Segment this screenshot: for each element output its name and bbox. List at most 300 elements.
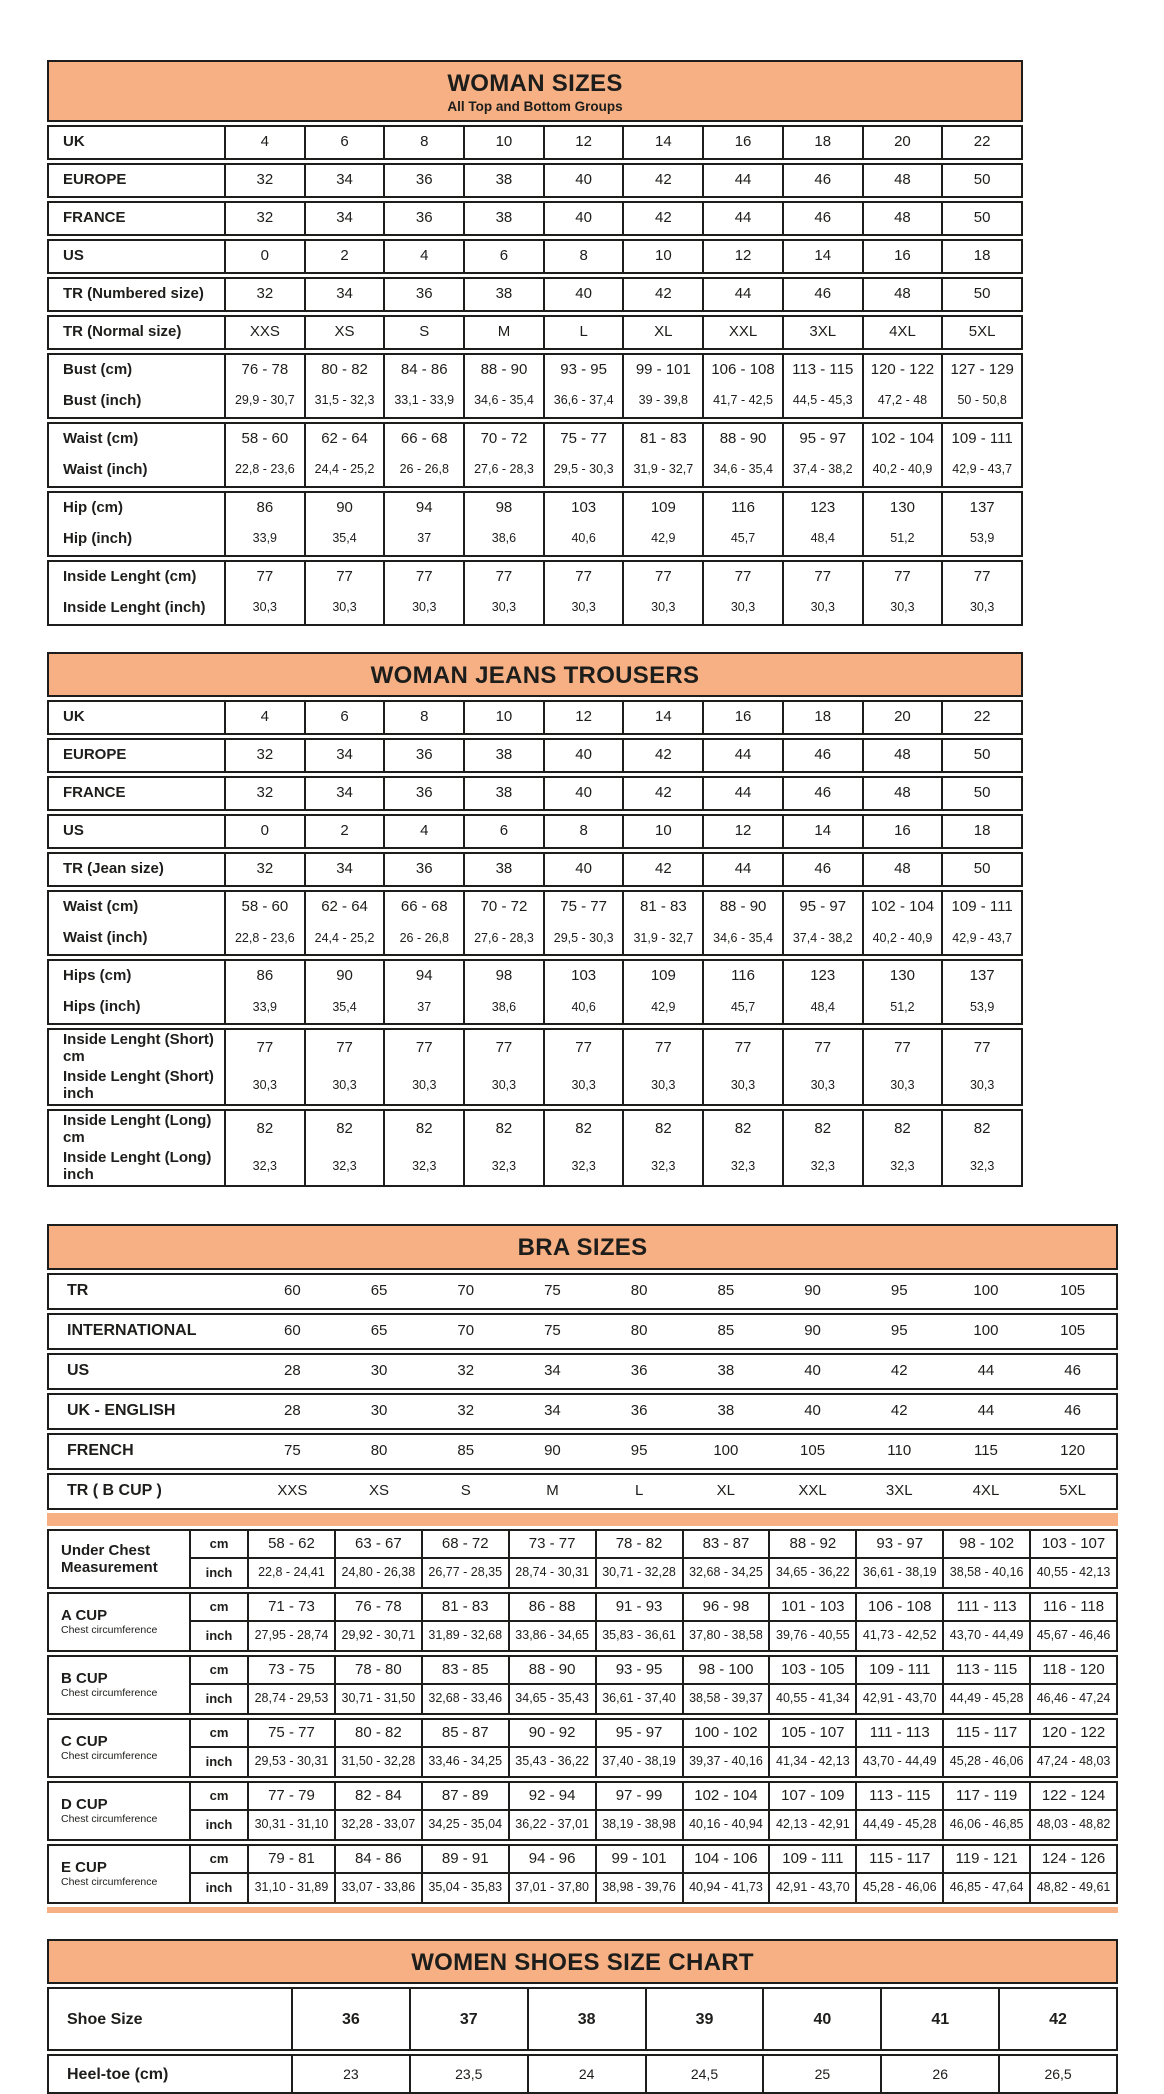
table-cell: 37 (383, 524, 463, 555)
table-cell: 28 (284, 1362, 301, 1380)
table-cell: 37 (383, 992, 463, 1023)
table-cell: 42 (622, 203, 702, 234)
table-cell: 42,91 - 43,70 (768, 1874, 855, 1902)
table-cell: 10 (463, 702, 543, 733)
unit-label: cm (189, 1531, 247, 1559)
table-cell: 35,04 - 35,83 (421, 1874, 508, 1902)
table-cell: 127 - 129 (941, 355, 1021, 386)
table-cell: 32,3 (224, 1148, 304, 1185)
table-cell: 46 (1064, 1362, 1081, 1380)
table-cell: 37 (409, 1989, 527, 2049)
table-cell: 50 (941, 778, 1021, 809)
row-label: US (67, 1362, 90, 1380)
table-cell: 97 - 99 (595, 1783, 682, 1811)
table-cell: 32,28 - 33,07 (334, 1811, 421, 1839)
table-cell: 30,3 (862, 1067, 942, 1104)
table-cell: 12 (702, 816, 782, 847)
table-cell: 22 (941, 127, 1021, 158)
table-cell: 78 - 80 (334, 1657, 421, 1685)
table-cell: 28,74 - 30,31 (508, 1559, 595, 1587)
row-label: TR ( B CUP ) (67, 1482, 162, 1500)
table-cell: 45,7 (702, 992, 782, 1023)
table-cell: 30,3 (224, 593, 304, 624)
table-cell: 30,71 - 31,50 (334, 1685, 421, 1713)
table-cell: 20 (862, 702, 942, 733)
table-cell: 105 - 107 (768, 1720, 855, 1748)
table-cell: 42 (890, 1402, 908, 1420)
table-row-group (47, 1781, 1118, 1841)
table-cell: 76 - 78 (224, 355, 304, 386)
table-cell: 46 (782, 279, 862, 310)
table-cell: 42 (998, 1989, 1116, 2049)
table-cell: 77 (224, 1030, 304, 1067)
table-cell: 124 - 126 (1029, 1846, 1116, 1874)
table-cell: 38 (463, 165, 543, 196)
table-row-group (47, 491, 1023, 557)
table-cell: 34,65 - 35,43 (508, 1685, 595, 1713)
table-cell: XL (716, 1482, 736, 1500)
table-cell: 106 - 108 (702, 355, 782, 386)
cup-sublabel: Chest circumference (61, 1750, 158, 1763)
unit-label: inch (189, 1559, 247, 1587)
cup-sublabel: Chest circumference (61, 1876, 158, 1889)
table-cell: 42,91 - 43,70 (855, 1685, 942, 1713)
table-cell: 58 - 60 (224, 892, 304, 923)
table-cell: 75 (544, 1282, 561, 1300)
table-cell: 30,31 - 31,10 (247, 1811, 334, 1839)
table-cell: 29,9 - 30,7 (224, 386, 304, 417)
bra-sizes-table (47, 1224, 1118, 1913)
table-cell: 100 - 102 (682, 1720, 769, 1748)
table-row-group (47, 776, 1023, 811)
table-cell: 123 (782, 493, 862, 524)
table-cell: 77 (463, 562, 543, 593)
table-cell: 86 (224, 961, 304, 992)
table-cell: 6 (304, 702, 384, 733)
table-cell: 42 (890, 1362, 908, 1380)
table-cell: 14 (622, 127, 702, 158)
table-cell: 70 (457, 1282, 475, 1300)
unit-label: cm (189, 1720, 247, 1748)
table-cell: 46,06 - 46,85 (942, 1811, 1029, 1839)
table-cell: 120 - 122 (862, 355, 942, 386)
table-row-group (47, 560, 1023, 626)
row-label: FRENCH (67, 1442, 134, 1460)
table-cell: 118 - 120 (1029, 1657, 1116, 1685)
table-cell: 80 - 82 (304, 355, 384, 386)
table-cell: L (543, 317, 623, 348)
table-cell: 98 - 102 (942, 1531, 1029, 1559)
table-cell: 46 (1064, 1402, 1081, 1420)
table-cell: 18 (941, 816, 1021, 847)
table-cell: 44 (977, 1362, 995, 1380)
table-cell: 47,24 - 48,03 (1029, 1748, 1116, 1776)
table-cell: 44,5 - 45,3 (782, 386, 862, 417)
table-cell: 32,3 (941, 1148, 1021, 1185)
table-cell: 101 - 103 (768, 1594, 855, 1622)
cup-sublabel: Chest circumference (61, 1624, 158, 1637)
table-cell: M (546, 1482, 559, 1500)
table-cell: 95 (890, 1322, 908, 1340)
table-cell: 33,46 - 34,25 (421, 1748, 508, 1776)
woman-sizes-header (47, 60, 1023, 122)
table-cell: 82 (622, 1111, 702, 1148)
table-cell: 103 (543, 961, 623, 992)
table-cell: 88 - 90 (463, 355, 543, 386)
table-cell: 31,89 - 32,68 (421, 1622, 508, 1650)
table-cell: 12 (543, 702, 623, 733)
table-cell: 95 (890, 1282, 908, 1300)
table-cell: 38 (463, 279, 543, 310)
row-label: UK (63, 132, 85, 150)
row-label: Waist (inch) (63, 929, 148, 947)
table-cell: 24,80 - 26,38 (334, 1559, 421, 1587)
table-cell: 98 (463, 493, 543, 524)
table-cell: 75 - 77 (247, 1720, 334, 1748)
table-cell: 12 (702, 241, 782, 272)
shoes-rows (47, 1987, 1118, 2094)
table-cell: 44,49 - 45,28 (855, 1811, 942, 1839)
row-label: UK - ENGLISH (67, 1402, 176, 1420)
table-cell: 42,13 - 42,91 (768, 1811, 855, 1839)
table-cell: 76 - 78 (334, 1594, 421, 1622)
table-cell: 98 (463, 961, 543, 992)
table-cell: 36 (630, 1402, 648, 1420)
table-cell: 122 - 124 (1029, 1783, 1116, 1811)
table-cell: 44 (702, 778, 782, 809)
table-cell: 77 (224, 562, 304, 593)
table-cell: 85 (717, 1282, 735, 1300)
table-cell: 40,55 - 42,13 (1029, 1559, 1116, 1587)
row-label: Shoe Size (67, 2010, 143, 2028)
table-cell: 26 - 26,8 (383, 923, 463, 954)
table-row-group (47, 201, 1023, 236)
table-cell: 37,4 - 38,2 (782, 923, 862, 954)
table-cell: 32,68 - 33,46 (421, 1685, 508, 1713)
table-cell: 40,2 - 40,9 (862, 455, 942, 486)
table-cell: 88 - 90 (702, 892, 782, 923)
unit-label: cm (189, 1783, 247, 1811)
table-cell: 42,9 - 43,7 (941, 455, 1021, 486)
table-cell: 18 (782, 702, 862, 733)
shoes-header (47, 1939, 1118, 1985)
table-cell: 83 - 87 (682, 1531, 769, 1559)
table-cell: 95 - 97 (782, 424, 862, 455)
table-cell: 30,3 (702, 593, 782, 624)
table-cell: 44 (702, 854, 782, 885)
table-cell: 36,61 - 37,40 (595, 1685, 682, 1713)
row-label: Inside Lenght (cm) (63, 567, 197, 585)
table-cell: 105 (1060, 1322, 1086, 1340)
table-cell: 2 (304, 816, 384, 847)
woman-jeans-rows (47, 700, 1023, 1187)
table-cell: 32,68 - 34,25 (682, 1559, 769, 1587)
woman-jeans-header (47, 652, 1023, 698)
table-cell: 109 - 111 (855, 1657, 942, 1685)
table-cell: 3XL (885, 1482, 913, 1500)
table-cell: 46 (782, 165, 862, 196)
bra-sizes-title: BRA SIZES (517, 1234, 648, 1262)
table-cell: 2 (304, 241, 384, 272)
table-cell: 6 (304, 127, 384, 158)
table-cell: 77 (543, 562, 623, 593)
table-cell: 115 (973, 1442, 998, 1460)
bra-conversion-rows (47, 1273, 1118, 1510)
table-cell: 46 (782, 203, 862, 234)
table-cell: 48,4 (782, 992, 862, 1023)
table-cell: 48 (862, 279, 942, 310)
table-cell: 4XL (972, 1482, 1000, 1500)
table-cell: 73 - 75 (247, 1657, 334, 1685)
table-cell: 109 (622, 493, 702, 524)
table-cell: 31,9 - 32,7 (622, 923, 702, 954)
table-cell: 33,1 - 33,9 (383, 386, 463, 417)
table-cell: 92 - 94 (508, 1783, 595, 1811)
table-cell: 51,2 (862, 524, 942, 555)
table-row-group (47, 1844, 1118, 1904)
table-cell: 42,9 (622, 524, 702, 555)
table-cell: 99 - 101 (622, 355, 702, 386)
row-label: Inside Lenght (Short) inch (63, 1068, 214, 1102)
table-cell: 38 (463, 203, 543, 234)
table-row-group (47, 277, 1023, 312)
row-label: Waist (inch) (63, 460, 148, 478)
table-cell: 42 (622, 740, 702, 771)
table-cell: 117 - 119 (942, 1783, 1029, 1811)
table-cell: 40 (543, 279, 623, 310)
table-cell: 32 (457, 1402, 475, 1420)
table-cell: 93 - 95 (543, 355, 623, 386)
table-cell: 82 (782, 1111, 862, 1148)
table-cell: 32 (224, 854, 304, 885)
table-cell: 77 (463, 1030, 543, 1067)
table-cell: 45,7 (702, 524, 782, 555)
table-cell: 130 (862, 961, 942, 992)
table-cell: 32,3 (782, 1148, 862, 1185)
row-label: Hip (cm) (63, 498, 123, 516)
table-cell: 45,28 - 46,06 (855, 1874, 942, 1902)
table-cell: 40,94 - 41,73 (682, 1874, 769, 1902)
table-cell: 62 - 64 (304, 892, 384, 923)
table-cell: 30,3 (463, 593, 543, 624)
table-cell: 36 (383, 778, 463, 809)
table-cell: 90 (544, 1442, 561, 1460)
table-cell: 48 (862, 740, 942, 771)
table-cell: 46 (782, 778, 862, 809)
table-cell: 46,85 - 47,64 (942, 1874, 1029, 1902)
table-cell: 93 - 95 (595, 1657, 682, 1685)
table-cell: 105 (800, 1442, 826, 1460)
table-cell: 25 (762, 2056, 880, 2092)
table-cell: 16 (862, 816, 942, 847)
table-cell: 111 - 113 (942, 1594, 1029, 1622)
row-label (49, 1783, 189, 1839)
table-cell: 104 - 106 (682, 1846, 769, 1874)
table-cell: 86 (224, 493, 304, 524)
table-cell: 43,70 - 44,49 (942, 1622, 1029, 1650)
table-cell: 20 (862, 127, 942, 158)
table-row-group (47, 738, 1023, 773)
row-label: Inside Lenght (Long) inch (63, 1149, 212, 1183)
table-cell: 36,22 - 37,01 (508, 1811, 595, 1839)
table-cell: 40 (762, 1989, 880, 2049)
table-cell: 36 (383, 740, 463, 771)
table-cell: 60 (284, 1282, 301, 1300)
table-cell: 42 (622, 778, 702, 809)
table-cell: 50 (941, 740, 1021, 771)
table-cell: 77 (702, 1030, 782, 1067)
cup-sublabel: Chest circumference (61, 1687, 158, 1700)
table-cell: 77 (543, 1030, 623, 1067)
table-cell: 32 (224, 740, 304, 771)
table-cell: 16 (702, 702, 782, 733)
table-cell: 107 - 109 (768, 1783, 855, 1811)
table-cell: 39,76 - 40,55 (768, 1622, 855, 1650)
table-cell: 40 (543, 740, 623, 771)
table-cell: 44,49 - 45,28 (942, 1685, 1029, 1713)
table-cell: 81 - 83 (622, 424, 702, 455)
table-cell: 99 - 101 (595, 1846, 682, 1874)
table-cell: 70 - 72 (463, 892, 543, 923)
table-cell: 35,83 - 36,61 (595, 1622, 682, 1650)
table-cell: 82 (383, 1111, 463, 1148)
table-cell: 106 - 108 (855, 1594, 942, 1622)
table-cell: 113 - 115 (855, 1783, 942, 1811)
shoes-title: WOMEN SHOES SIZE CHART (411, 1948, 754, 1976)
table-cell: 78 - 82 (595, 1531, 682, 1559)
unit-label: inch (189, 1874, 247, 1902)
table-cell: 50 (941, 165, 1021, 196)
table-cell: 95 (630, 1442, 648, 1460)
table-cell: 98 - 100 (682, 1657, 769, 1685)
table-cell: 53,9 (941, 524, 1021, 555)
row-label: TR (Numbered size) (63, 284, 204, 302)
table-cell: 39 (645, 1989, 763, 2049)
table-cell: 51,2 (862, 992, 942, 1023)
table-cell: 65 (370, 1322, 388, 1340)
table-cell: 28,74 - 29,53 (247, 1685, 334, 1713)
table-cell: 34 (544, 1402, 561, 1420)
table-cell: 22,8 - 23,6 (224, 455, 304, 486)
table-row-group (47, 1313, 1118, 1350)
row-label: Hips (cm) (63, 967, 132, 985)
table-cell: 30 (370, 1402, 388, 1420)
table-cell: 35,4 (304, 524, 384, 555)
table-cell: 73 - 77 (508, 1531, 595, 1559)
table-cell: 65 (370, 1282, 388, 1300)
woman-sizes-title: WOMAN SIZES (447, 70, 623, 97)
table-cell: 58 - 60 (224, 424, 304, 455)
table-cell: 40,2 - 40,9 (862, 923, 942, 954)
table-cell: 75 (284, 1442, 301, 1460)
table-cell: 89 - 91 (421, 1846, 508, 1874)
table-cell: 24,4 - 25,2 (304, 923, 384, 954)
table-cell: 31,9 - 32,7 (622, 455, 702, 486)
table-cell: 6 (463, 816, 543, 847)
table-cell: 84 - 86 (334, 1846, 421, 1874)
table-row-group (47, 1987, 1118, 2051)
table-cell: 34,6 - 35,4 (702, 455, 782, 486)
table-cell: 30,3 (782, 1067, 862, 1104)
table-cell: 37,4 - 38,2 (782, 455, 862, 486)
table-cell: 32 (224, 778, 304, 809)
table-cell: 81 - 83 (421, 1594, 508, 1622)
table-cell: 32,3 (304, 1148, 384, 1185)
shoes-size-table (47, 1939, 1118, 2094)
table-cell: 27,6 - 28,3 (463, 923, 543, 954)
table-cell: 38 (527, 1989, 645, 2049)
table-cell: 81 - 83 (622, 892, 702, 923)
table-cell: 58 - 62 (247, 1531, 334, 1559)
row-label: EUROPE (63, 746, 127, 764)
table-cell: XL (622, 317, 702, 348)
table-cell: 18 (782, 127, 862, 158)
table-cell: 30,3 (782, 593, 862, 624)
table-cell: 42 (622, 854, 702, 885)
table-cell: 32,3 (383, 1148, 463, 1185)
table-cell: 109 - 111 (768, 1846, 855, 1874)
table-cell: 30,3 (383, 1067, 463, 1104)
table-cell: 63 - 67 (334, 1531, 421, 1559)
woman-jeans-table (47, 652, 1023, 1188)
table-cell: 24,5 (645, 2056, 763, 2092)
table-cell: 32,3 (463, 1148, 543, 1185)
table-cell: 4 (224, 702, 304, 733)
table-cell: 30,3 (622, 593, 702, 624)
table-cell: 44 (702, 279, 782, 310)
bra-sizes-header (47, 1224, 1118, 1270)
table-cell: 32 (457, 1362, 475, 1380)
row-label: INTERNATIONAL (67, 1322, 197, 1340)
table-cell: 44 (702, 165, 782, 196)
row-label: Bust (cm) (63, 360, 133, 378)
table-cell: 30,3 (941, 1067, 1021, 1104)
table-cell: 30,3 (463, 1067, 543, 1104)
table-cell: 26 - 26,8 (383, 455, 463, 486)
table-cell: 33,9 (224, 992, 304, 1023)
table-cell: 82 - 84 (334, 1783, 421, 1811)
table-cell: 77 (304, 562, 384, 593)
table-cell: 18 (941, 241, 1021, 272)
table-cell: 120 - 122 (1029, 1720, 1116, 1748)
table-cell: M (463, 317, 543, 348)
table-cell: 71 - 73 (247, 1594, 334, 1622)
table-cell: 14 (622, 702, 702, 733)
cup-sublabel: Chest circumference (61, 1813, 158, 1826)
table-cell: 41,34 - 42,13 (768, 1748, 855, 1776)
table-cell: 40,16 - 40,94 (682, 1811, 769, 1839)
table-cell: S (383, 317, 463, 348)
table-cell: 48 (862, 203, 942, 234)
table-cell: 38,98 - 39,76 (595, 1874, 682, 1902)
table-cell: 36 (383, 854, 463, 885)
table-cell: 68 - 72 (421, 1531, 508, 1559)
table-cell: 103 (543, 493, 623, 524)
table-cell: 48,03 - 48,82 (1029, 1811, 1116, 1839)
table-cell: 10 (622, 241, 702, 272)
table-cell: 33,86 - 34,65 (508, 1622, 595, 1650)
table-cell: 24 (527, 2056, 645, 2092)
table-cell: 111 - 113 (855, 1720, 942, 1748)
table-row-group (47, 1529, 1118, 1589)
table-cell: 8 (383, 127, 463, 158)
table-cell: 10 (463, 127, 543, 158)
table-cell: XS (304, 317, 384, 348)
table-cell: 53,9 (941, 992, 1021, 1023)
table-cell: 42,9 (622, 992, 702, 1023)
table-cell: 33,9 (224, 524, 304, 555)
table-cell: 75 (544, 1322, 561, 1340)
